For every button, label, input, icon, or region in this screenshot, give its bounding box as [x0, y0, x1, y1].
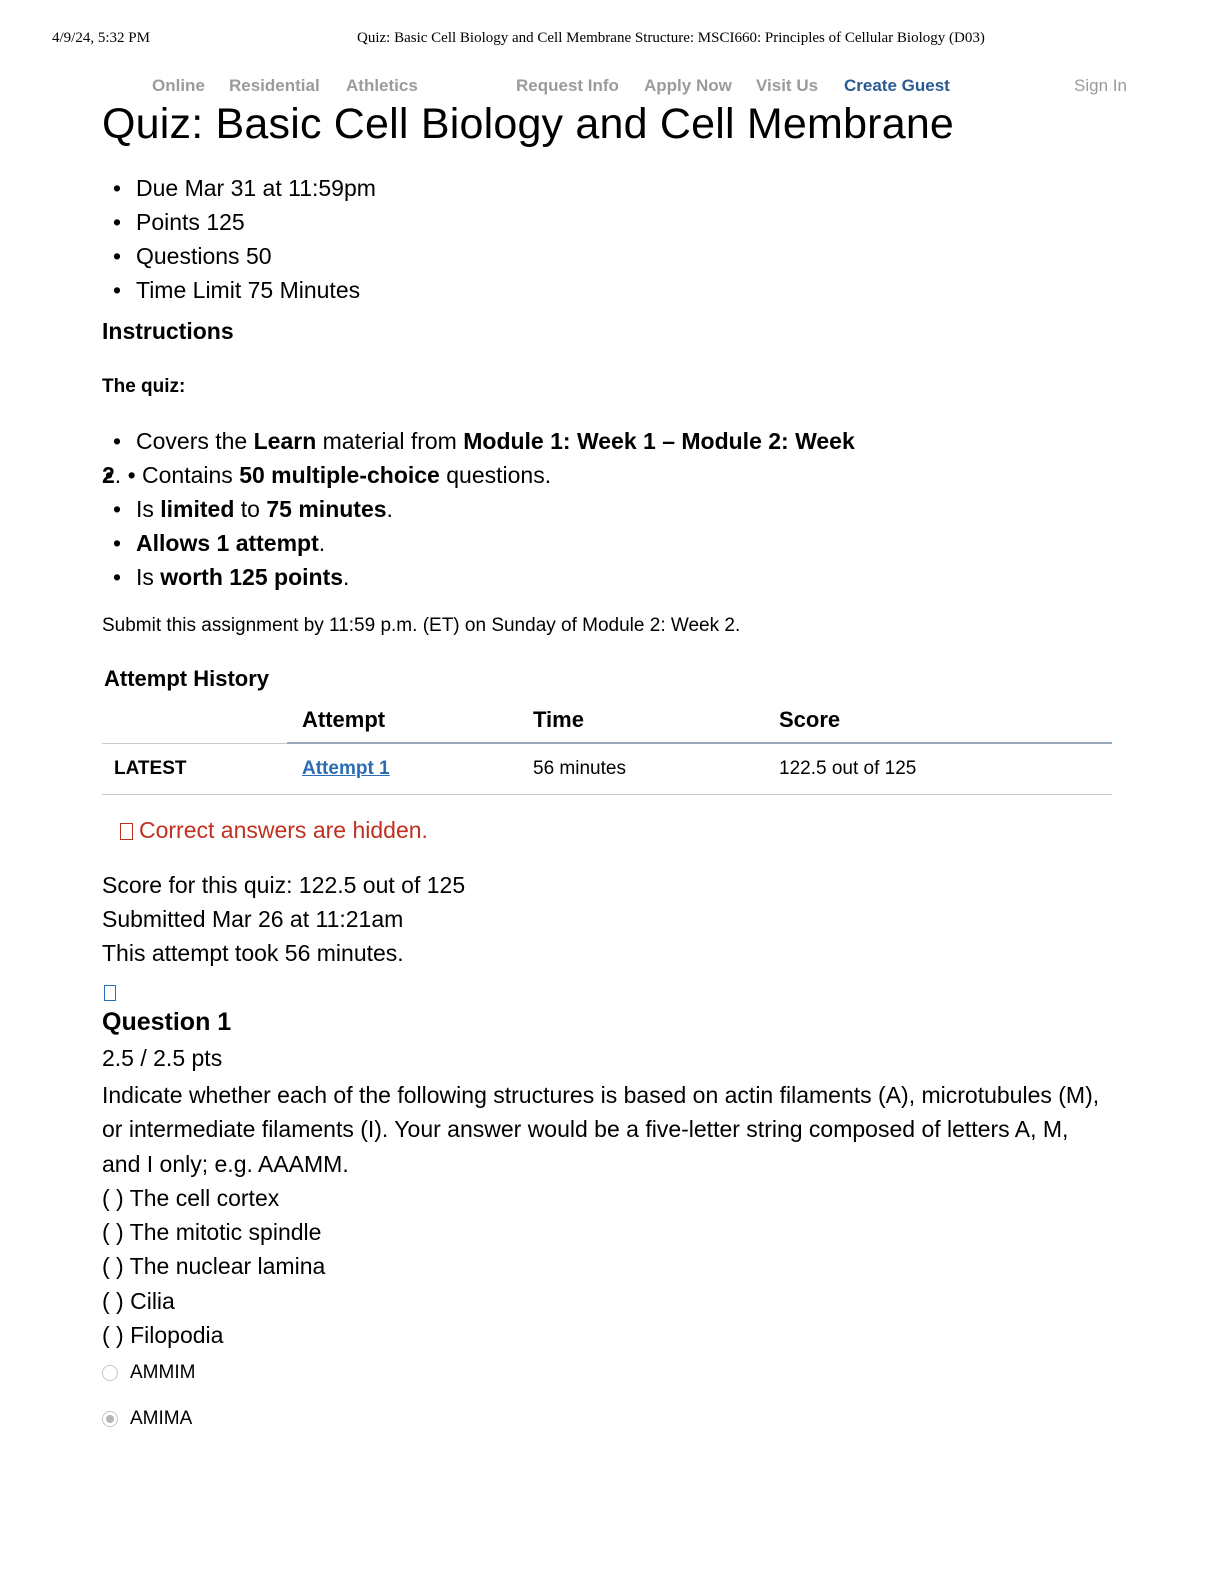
instruction-item: • Is limited to 75 minutes. — [110, 492, 855, 526]
attempt-history-table — [102, 698, 1112, 795]
table-row — [102, 743, 1112, 795]
quiz-meta-list — [110, 171, 376, 307]
flag-question-icon[interactable] — [104, 985, 116, 1001]
question-item: ( ) Filopodia — [102, 1322, 224, 1349]
question-item: ( ) The nuclear lamina — [102, 1253, 326, 1280]
attempt-label: LATEST — [102, 743, 287, 795]
nav-link-create-guest[interactable]: Create Guest — [844, 76, 950, 95]
attempt-score: 122.5 out of 125 — [779, 743, 1112, 795]
quiz-score: Score for this quiz: 122.5 out of 125 — [102, 872, 466, 898]
instructions-subheading: The quiz: — [102, 376, 186, 397]
column-header-attempt: Attempt — [287, 698, 533, 743]
instruction-item: • 2. • Contains 50 multiple-choice questions. — [102, 458, 855, 492]
answer-label: AMMIM — [130, 1362, 196, 1383]
info-icon — [120, 823, 133, 840]
nav-link-visit-us[interactable]: Visit Us — [756, 76, 819, 95]
score-summary — [102, 868, 465, 970]
nav-link-online[interactable]: Online — [152, 76, 205, 95]
print-header — [0, 28, 1224, 52]
print-timestamp: 4/9/24, 5:32 PM — [52, 30, 150, 46]
column-header — [102, 698, 287, 743]
instructions-list — [102, 424, 855, 594]
question-item: ( ) Cilia — [102, 1287, 175, 1314]
top-navigation — [0, 76, 1224, 100]
table-header-row — [102, 698, 1112, 743]
meta-due: • Due Mar 31 at 11:59pm — [110, 171, 376, 205]
answer-option-selected[interactable] — [102, 1408, 192, 1430]
attempt-history-heading: Attempt History — [104, 666, 270, 691]
instruction-item: • Is worth 125 points. — [110, 560, 855, 594]
meta-questions: • Questions 50 — [110, 239, 376, 273]
radio-button-checked[interactable] — [102, 1411, 118, 1427]
page-title: Quiz: Basic Cell Biology and Cell Membrane — [102, 100, 955, 148]
attempt-1-link[interactable]: Attempt 1 — [302, 758, 390, 779]
question-body — [102, 1078, 1112, 1352]
question-points: 2.5 / 2.5 pts — [102, 1045, 223, 1071]
correct-answers-hidden-notice: Correct answers are hidden. — [120, 817, 428, 844]
nav-link-apply-now[interactable]: Apply Now — [644, 76, 732, 95]
column-header-time: Time — [533, 698, 779, 743]
answer-option[interactable] — [102, 1362, 195, 1384]
column-header-score: Score — [779, 698, 1112, 743]
print-document-title: Quiz: Basic Cell Biology and Cell Membrane Structure: MSCI660: Principles of Cellular Biology (D03) — [357, 30, 985, 46]
submitted-time: Submitted Mar 26 at 11:21am — [102, 906, 404, 932]
question-prompt: Indicate whether each of the following structures is based on actin filaments (A), microtubules (M), or intermediate filaments (I). Your answer would be a five-letter string composed of letters A, M, and I only; e.g. AAAMM. — [102, 1082, 1100, 1177]
meta-points: • Points 125 — [110, 205, 376, 239]
question-item: ( ) The mitotic spindle — [102, 1219, 322, 1246]
question-item: ( ) The cell cortex — [102, 1184, 280, 1211]
meta-time-limit: • Time Limit 75 Minutes — [110, 273, 376, 307]
instructions-heading: Instructions — [102, 318, 234, 344]
instruction-item: • Covers the Learn material from Module 1: Week 1 – Module 2: Week — [110, 424, 855, 458]
attempt-duration: This attempt took 56 minutes. — [102, 940, 404, 966]
radio-button[interactable] — [102, 1365, 118, 1381]
nav-link-request-info[interactable]: Request Info — [516, 76, 619, 95]
nav-link-athletics[interactable]: Athletics — [346, 76, 418, 95]
question-title: Question 1 — [102, 1008, 232, 1036]
nav-link-sign-in[interactable]: Sign In — [1074, 76, 1127, 95]
answer-label: AMIMA — [130, 1408, 193, 1429]
submit-deadline-note: Submit this assignment by 11:59 p.m. (ET) on Sunday of Module 2: Week 2. — [102, 615, 741, 636]
nav-link-residential[interactable]: Residential — [229, 76, 320, 95]
instruction-item: • Allows 1 attempt. — [110, 526, 855, 560]
attempt-time: 56 minutes — [533, 743, 779, 795]
